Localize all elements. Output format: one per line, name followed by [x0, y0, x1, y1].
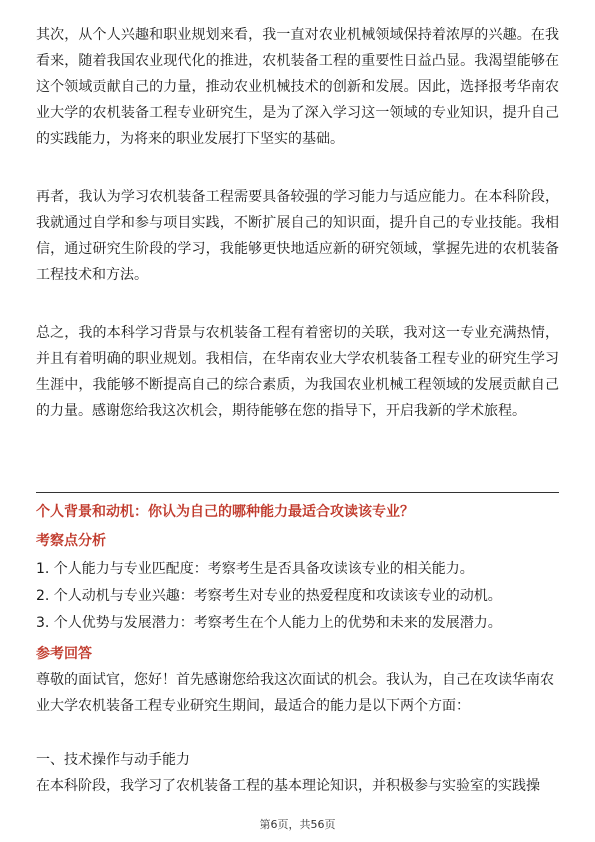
analysis-title: 考察点分析 — [36, 533, 106, 549]
reference-answer-intro: 尊敬的面试官，您好！首先感谢您给我这次面试的机会。我认为，自己在攻读华南农业大学农机装备工程专业研究生期间，最适合的能力是以下两个方面： — [36, 672, 554, 714]
question-block — [36, 500, 559, 799]
answer-section-heading: 一、技术操作与动手能力 — [36, 752, 190, 768]
analysis-point: 1. 个人能力与专业匹配度：考察考生是否具备攻读该专业的相关能力。 — [36, 561, 474, 577]
body-text — [36, 22, 559, 456]
reference-answer-title: 参考回答 — [36, 646, 92, 662]
paragraph: 总之，我的本科学习背景与农机装备工程有着密切的关联，我对这一专业充满热情，并且有着明确的职业规划。我相信，在华南农业大学农机装备工程专业的研究生学习生涯中，我能够不断提高自己的综合素质，为我国农业机械工程领域的发展贡献自己的力量。感谢您给我这次机会，期待能够在您的指导下，开启我新的学术旅程。 — [36, 325, 559, 419]
paragraph: 其次，从个人兴趣和职业规划来看，我一直对农业机械领域保持着浓厚的兴趣。在我看来，随着我国农业现代化的推进，农机装备工程的重要性日益凸显。我渴望能够在这个领域贡献自己的力量，推动农业机械技术的创新和发展。因此，选择报考华南农业大学的农机装备工程专业研究生，是为了深入学习这一领域的专业知识，提升自己的实践能力，为将来的职业发展打下坚实的基础。 — [36, 27, 559, 147]
section-divider — [36, 492, 559, 493]
analysis-point: 2. 个人动机与专业兴趣：考察考生对专业的热爱程度和攻读该专业的动机。 — [36, 588, 502, 604]
analysis-point: 3. 个人优势与发展潜力：考察考生在个人能力上的优势和未来的发展潜力。 — [36, 615, 502, 631]
answer-section-text: 在本科阶段，我学习了农机装备工程的基本理论知识，并积极参与实验室的实践操 — [36, 778, 540, 794]
paragraph: 再者，我认为学习农机装备工程需要具备较强的学习能力与适应能力。在本科阶段，我就通过自学和参与项目实践，不断扩展自己的知识面，提升自己的专业技能。我相信，通过研究生阶段的学习，我能够更快地适应新的研究领域，掌握先进的农机装备工程技术和方法。 — [36, 189, 559, 283]
page-number: 第6页，共56页 — [259, 818, 336, 831]
question-title: 个人背景和动机：你认为自己的哪种能力最适合攻读该专业？ — [36, 504, 414, 520]
